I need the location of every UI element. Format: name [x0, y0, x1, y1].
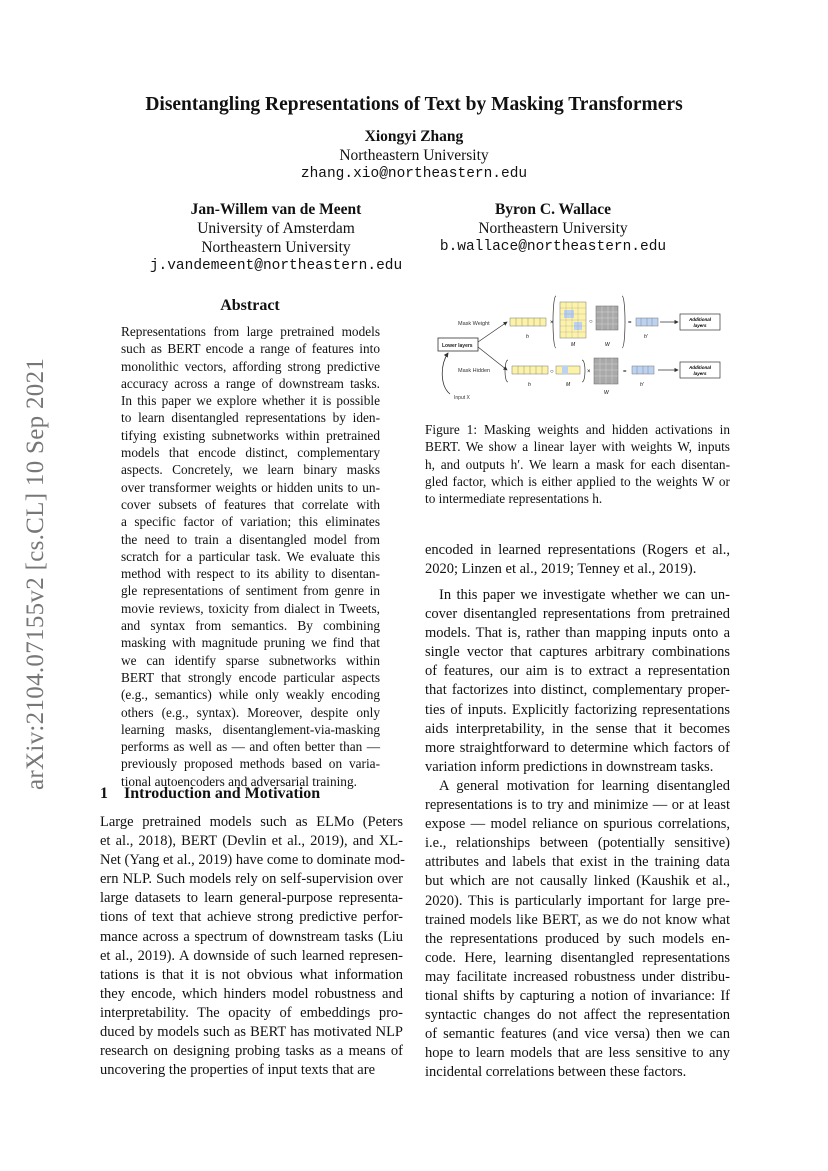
mask-vector-bottom	[556, 366, 580, 374]
text-line: incidental correlations between these factors.	[425, 1064, 687, 1081]
abstract-text	[121, 323, 380, 790]
arxiv-identifier: arXiv:2104.07155v2 [cs.CL] 10 Sep 2021	[22, 357, 49, 790]
text-line: h, and outputs h′. We learn a mask for each disentan-	[425, 456, 730, 472]
text-line: the representations produced by such models en-	[425, 930, 730, 947]
text-line: ern NLP. Such models rely on self-supervision over	[100, 871, 403, 888]
m-label-top: M	[571, 342, 576, 348]
text-line: expose — model reliance on spurious correlations,	[425, 816, 730, 833]
text-line: gled factor, which is either applied to the weights W or	[425, 473, 730, 489]
text-line: monolithic vectors, affording strong predictive	[121, 358, 380, 374]
author-block-1	[0, 127, 828, 184]
hidden-path-arrow	[478, 347, 507, 370]
equals-symbol: =	[628, 320, 632, 326]
intro-paragraph-1-cont	[425, 541, 730, 579]
text-line: In this paper we explore whether it is possible	[121, 393, 380, 409]
text-line: A general motivation for learning disentangled	[439, 778, 730, 794]
text-line: et al., 2018), BERT (Devlin et al., 2019), and XL-	[100, 833, 403, 850]
section-number: 1	[100, 785, 108, 802]
text-line: 2020). This is particularly important for large pre-	[425, 892, 730, 909]
text-line: cover subsets of features that correlate with	[121, 496, 380, 512]
text-line: encoded in learned representations (Rogers et al.,	[425, 542, 730, 558]
text-line: attributes and labels that exist in the training data	[425, 854, 730, 871]
text-line: 2020; Linzen et al., 2019; Tenney et al., 2019).	[425, 561, 697, 578]
hadamard-symbol-bottom: ○	[550, 369, 554, 375]
mask-weight-label: Mask Weight	[458, 321, 490, 327]
text-line: Net (Yang et al., 2019) have come to dominate mod-	[100, 852, 405, 869]
text-line: aspects. Concretely, we learn binary masks	[121, 462, 380, 478]
text-line: cover disentangled representations from pretrained	[425, 606, 730, 623]
weight-matrix-bottom	[594, 358, 618, 384]
text-line: over transformer weights or hidden units to un-	[121, 479, 380, 495]
text-line: BERT. We show a linear layer with weights W, inputs	[425, 439, 730, 455]
text-line: previously proposed methods based on varia-	[121, 756, 380, 772]
abstract-heading: Abstract	[220, 297, 280, 314]
h-prime-label-top: h'	[644, 334, 648, 340]
text-line: they encode, which hinders model robustness and	[100, 985, 403, 1002]
text-line: single vector that captures arbitrary combinations	[425, 644, 730, 661]
text-line: interpretability. The opacity of embeddings pro-	[100, 1004, 403, 1021]
text-line: others (e.g., syntax). Moreover, despite only	[121, 704, 380, 720]
author-email: zhang.xio@northeastern.edu	[300, 166, 528, 182]
text-line: BERT that strongly encode particular aspects	[121, 669, 380, 685]
figure-1-caption	[425, 421, 730, 507]
paper-title: Disentangling Representations of Text by Masking Transformers	[145, 94, 683, 115]
author-name: Byron C. Wallace	[494, 201, 612, 218]
text-line: large datasets to learn general-purpose representa-	[100, 890, 403, 907]
intro-paragraph-3	[425, 777, 730, 1083]
text-line: scratch for a particular task. We evaluate this	[121, 548, 380, 564]
text-line: variation inform predictions in downstream tasks.	[425, 758, 714, 775]
h-prime-label-bottom: h'	[640, 382, 644, 388]
layers-label: layers	[693, 323, 707, 328]
layers-label: layers	[693, 371, 707, 376]
text-line: a specific factor of variation; this eliminates	[121, 514, 380, 530]
text-line: representations is to try and minimize — or at least	[425, 797, 730, 814]
text-line: i.e., relationships between (potentially sensitive)	[425, 835, 730, 852]
times-symbol-bottom: ×	[587, 369, 591, 375]
input-label: Input X	[454, 395, 470, 401]
text-line: accuracy across a range of downstream tasks.	[121, 375, 380, 391]
text-line: duced by models such as BERT has motivated NLP	[100, 1024, 403, 1041]
author-block-2	[126, 200, 426, 276]
h-vector-bottom	[512, 366, 548, 374]
text-line: performs as well as — and often better than —	[121, 739, 380, 755]
text-line: research on designing probing tasks as a means of	[100, 1043, 403, 1060]
text-line: tional autoencoders and adversarial training.	[121, 773, 357, 789]
text-line: mance across a spectrum of downstream tasks (Liu	[100, 928, 403, 945]
text-line: hope to learn models that are less sensitive to any	[425, 1045, 730, 1062]
h-prime-vector-bottom	[632, 366, 654, 374]
text-line: Large pretrained models such as ELMo (Peters	[100, 814, 403, 830]
author-name: Jan-Willem van de Meent	[190, 201, 362, 218]
text-line: but which are not causally linked (Kaushik et al.,	[425, 873, 730, 890]
h-label-top: h	[526, 334, 529, 340]
text-line: movie reviews, toxicity from dialect in Tweets,	[121, 600, 380, 616]
text-line: the need to train a disentangled model from	[121, 531, 380, 547]
text-line: tional shifts by capturing a notion of invariance: If	[425, 988, 730, 1005]
author-block-3	[403, 200, 703, 257]
h-label-bottom: h	[528, 382, 531, 388]
text-line: Representations from large pretrained models	[121, 324, 380, 339]
text-line: uncovering the properties of input texts that are	[100, 1062, 376, 1079]
text-line: such as BERT encode a range of features into	[121, 341, 380, 357]
author-affiliation: University of Amsterdam	[197, 220, 355, 237]
author-name: Xiongyi Zhang	[364, 128, 464, 145]
text-line: models. That is, rather than mapping inputs onto a	[425, 625, 730, 642]
w-label-bottom: W	[604, 390, 609, 396]
additional-label: Additional	[689, 365, 711, 370]
h-vector-top	[510, 318, 546, 326]
text-line: to intermediate representations h.	[425, 491, 603, 507]
m-label-bottom: M	[566, 382, 571, 388]
author-affiliation: Northeastern University	[201, 239, 351, 256]
section-heading	[100, 785, 320, 803]
lower-layers-label: Lower layers	[442, 343, 473, 349]
text-line: trained models like BERT, as we do not know what	[425, 911, 730, 928]
section-title: Introduction and Motivation	[124, 785, 321, 802]
mask-hidden-label: Mask Hidden	[458, 368, 491, 374]
intro-paragraph-2	[425, 586, 730, 777]
text-line: ties of inputs. Explicitly factorizing representations	[425, 701, 730, 718]
text-line: et al., 2019). A downside of such learned represen-	[100, 947, 403, 964]
hadamard-symbol: ○	[589, 319, 593, 325]
text-line: syntactic changes do not affect the representation	[425, 1007, 730, 1024]
text-line: may facilitate increased robustness under distribu-	[425, 968, 730, 985]
text-line: method with respect to its ability to disentan-	[121, 566, 380, 582]
text-line: tions of text that achieve strong predictive perfor-	[100, 909, 403, 926]
figure-1-diagram	[432, 290, 732, 405]
text-line: learning masks, disentanglement-via-masking	[121, 721, 380, 737]
text-line: of features, our aim is to extract a representation	[425, 663, 730, 680]
text-line: (e.g., semantics) while only weakly encoding	[121, 687, 380, 703]
author-affiliation: Northeastern University	[478, 220, 628, 237]
text-line: models that encode distinct, complementary	[121, 445, 380, 461]
author-affiliation: Northeastern University	[339, 147, 489, 164]
text-line: gle representations of sentiment from genre in	[121, 583, 380, 599]
author-email: j.vandemeent@northeastern.edu	[149, 258, 403, 274]
equals-symbol-bottom: =	[623, 369, 627, 375]
text-line: that factorizes into distinct, complementary proper-	[425, 682, 730, 699]
weight-matrix-top	[596, 306, 618, 330]
text-line: we can identify sparse subnetworks within	[121, 652, 380, 668]
text-line: In this paper we investigate whether we can un-	[439, 587, 730, 603]
times-symbol: ×	[550, 320, 554, 326]
input-arrow	[442, 353, 450, 394]
text-line: to learn disentangled representations by iden-	[121, 410, 380, 426]
text-line: masking with magnitude pruning we find that	[121, 635, 380, 651]
author-email: b.wallace@northeastern.edu	[439, 239, 667, 255]
mask-matrix-top	[560, 302, 586, 338]
intro-paragraph-1	[100, 813, 403, 1080]
text-line: more straightforward to determine which factors of	[425, 739, 730, 756]
text-line: tations is that it is not obvious what information	[100, 966, 403, 983]
text-line: Figure 1: Masking weights and hidden activations in	[425, 422, 730, 437]
text-line: of semantic features (and vice versa) then we can	[425, 1026, 730, 1043]
text-line: and syntax from semantics. By combining	[121, 618, 380, 634]
text-line: code. Here, learning disentangled representations	[425, 949, 730, 966]
h-prime-vector-top	[636, 318, 658, 326]
additional-label: Additional	[689, 317, 711, 322]
text-line: tifying existing subnetworks within pretrained	[121, 427, 380, 443]
w-label-top: W	[605, 342, 610, 348]
text-line: aids interpretability, in the sense that it becomes	[425, 720, 730, 737]
